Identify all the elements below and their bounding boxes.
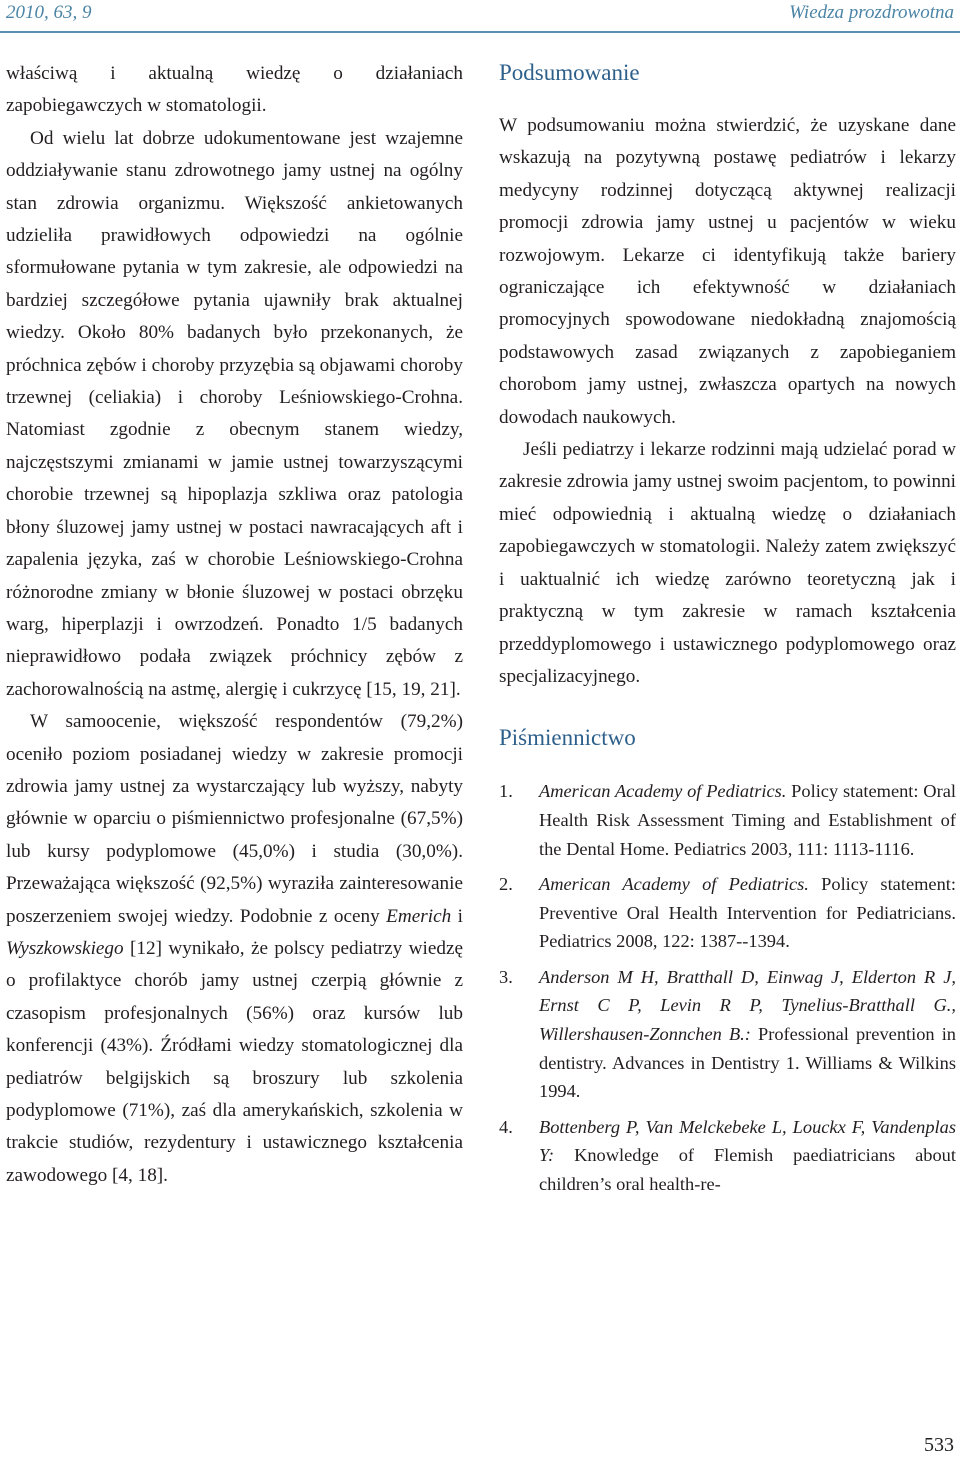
author-name: Emerich (386, 905, 452, 927)
reference-text: Policy statement: Preventive Oral Health Intervention for Pediatricians. Pediatrics 2008, 122: 1387--1394. (539, 874, 956, 952)
summary-heading: Podsumowanie (499, 60, 640, 85)
reference-authors: American Academy of Pediatrics. (539, 874, 809, 895)
reference-number: 1. (499, 781, 513, 802)
left-column (6, 58, 463, 1192)
reference-authors: American Academy of Pediatrics. (539, 781, 787, 802)
summary-paragraph: Jeśli pediatrzy i lekarze rodzinni mają udzielać porad w zakresie zdrowia jamy ustnej swoim pacjentom, to powinni mieć odpowiednią i aktualną wiedzę o działaniach zapobiegawczych w stomatologii. Należy zatem zwiększyć i uaktualnić ich wiedzę zarówno teoretyczną jak i praktyczną w tym zakresie w ramach kształcenia przeddyplomowego i ustawicznego podyplomowego oraz specjalizacyjnego. (499, 439, 956, 687)
right-column (499, 58, 956, 1206)
text-run: i (451, 905, 463, 927)
reference-list (499, 777, 956, 1198)
body-paragraph (6, 706, 463, 1192)
reference-text: Professional prevention in dentistry. Advances in Dentistry 1. Williams & Wilkins 1994. (539, 1024, 956, 1102)
reference-item (499, 777, 956, 863)
section-name: Wiedza prozdrowotna (789, 2, 954, 23)
reference-text: Knowledge of Flemish paediatricians about children’s oral health-re- (539, 1145, 956, 1195)
reference-number: 2. (499, 874, 513, 895)
body-paragraph (6, 58, 463, 123)
reference-item (499, 1113, 956, 1199)
text-run: Od wielu lat dobrze udokumentowane jest wzajemne oddziaływanie stanu zdrowotnego jamy ustnej na ogólny stan zdrowia organizmu. Większość ankietowanych udzieliła prawidłowych odpowiedzi na ogólnie sformułowane pytania w tym zakresie, ale odpowiedzi na bardziej szczegółowe pytania ujawniły brak aktualnej wiedzy. Około 80% badanych było przekonanych, że próchnica zębów i choroby przyzębia są objawami choroby trzewnej (celiakia) i choroby Leśniowskiego-Crohna. Natomiast zgodnie z obecnym stanem wiedzy, najczęstszymi zmianami w jamie ustnej towarzyszącymi chorobie trzewnej są hipoplazja szkliwa oraz patologia błony śluzowej jamy ustnej w postaci nawracających aft i zapalenia języka, zaś w chorobie Leśniowskiego-Crohna różnorodne zmiany w błonie śluzowej w postaci obrzęku warg, hiperplazji i owrzodzeń. Ponadto 1/5 badanych nieprawidłowo podała związek próchnicy zębów z zachorowalnością na astmę, alergię i cukrzycę [15, 19, 21]. (6, 127, 463, 700)
text-run: [12] wynikało, że polscy pediatrzy wiedzę o profilaktyce chorób jamy ustnej czerpią głównie z czasopism profesjonalnych (56%) oraz kursów lub konferencji (43%). Źródłami wiedzy stomatologicznej dla pediatrów belgijskich są broszury lub szkolenia podyplomowe (71%), zaś dla amerykańskich, szkolenia w trakcie studiów, rezydentury i ustawicznego kształcenia zawodowego [4, 18]. (6, 937, 463, 1186)
body-paragraph (6, 123, 463, 706)
author-name: Wyszkowskiego (6, 937, 124, 959)
running-header (0, 0, 960, 38)
reference-item (499, 870, 956, 956)
reference-number: 3. (499, 966, 513, 987)
header-rule (0, 31, 960, 33)
page-number: 533 (924, 1434, 954, 1456)
reference-item (499, 963, 956, 1106)
reference-text: Policy statement: Oral Health Risk Assessment Timing and Establishment of the Dental Home. Pediatrics 2003, 111: 1113-1116. (539, 781, 956, 859)
summary-paragraph: W podsumowaniu można stwierdzić, że uzyskane dane wskazują na pozytywną postawę pediatrów i lekarzy medycyny rodzinnej dotyczącą aktywnej realizacji promocji zdrowia jamy ustnej u pacjentów w wieku rozwojowym. Lekarze ci identyfikują także bariery ograniczające ich efektywność w działaniach promocyjnych spowodowane niedokładną znajomością podstawowych zasad związanych z zapobieganiem chorobom jamy ustnej, zwłaszcza opartych na nowych dowodach naukowych. (499, 115, 956, 428)
reference-authors: Anderson M H, Bratthall D, Einwag J, Elderton R J, Ernst C P, Levin R P, Tynelius-Bratthall G., Willershausen-Zonnchen B.: (539, 966, 956, 1045)
journal-issue: 2010, 63, 9 (6, 2, 92, 23)
reference-number: 4. (499, 1116, 513, 1137)
references-heading: Piśmiennictwo (499, 725, 636, 751)
reference-authors: Bottenberg P, Van Melckebeke L, Louckx F, Vandenplas Y: (539, 1116, 956, 1166)
text-run: W samoocenie, większość respondentów (79,2%) oceniło poziom posiadanej wiedzy w zakresie promocji zdrowia jamy ustnej za wystarczający lub wyższy, nabyty głównie w oparciu o piśmiennictwo profesjonalne (67,5%) lub kursy podyplomowe (45,0%) i studia (30,0%). Przeważająca większość (92,5%) wyraziła zainteresowanie poszerzeniem swojej wiedzy. Podobnie z oceny (6, 711, 463, 927)
text-run: właściwą i aktualną wiedzę o działaniach zapobiegawczych w stomatologii. (6, 63, 463, 117)
